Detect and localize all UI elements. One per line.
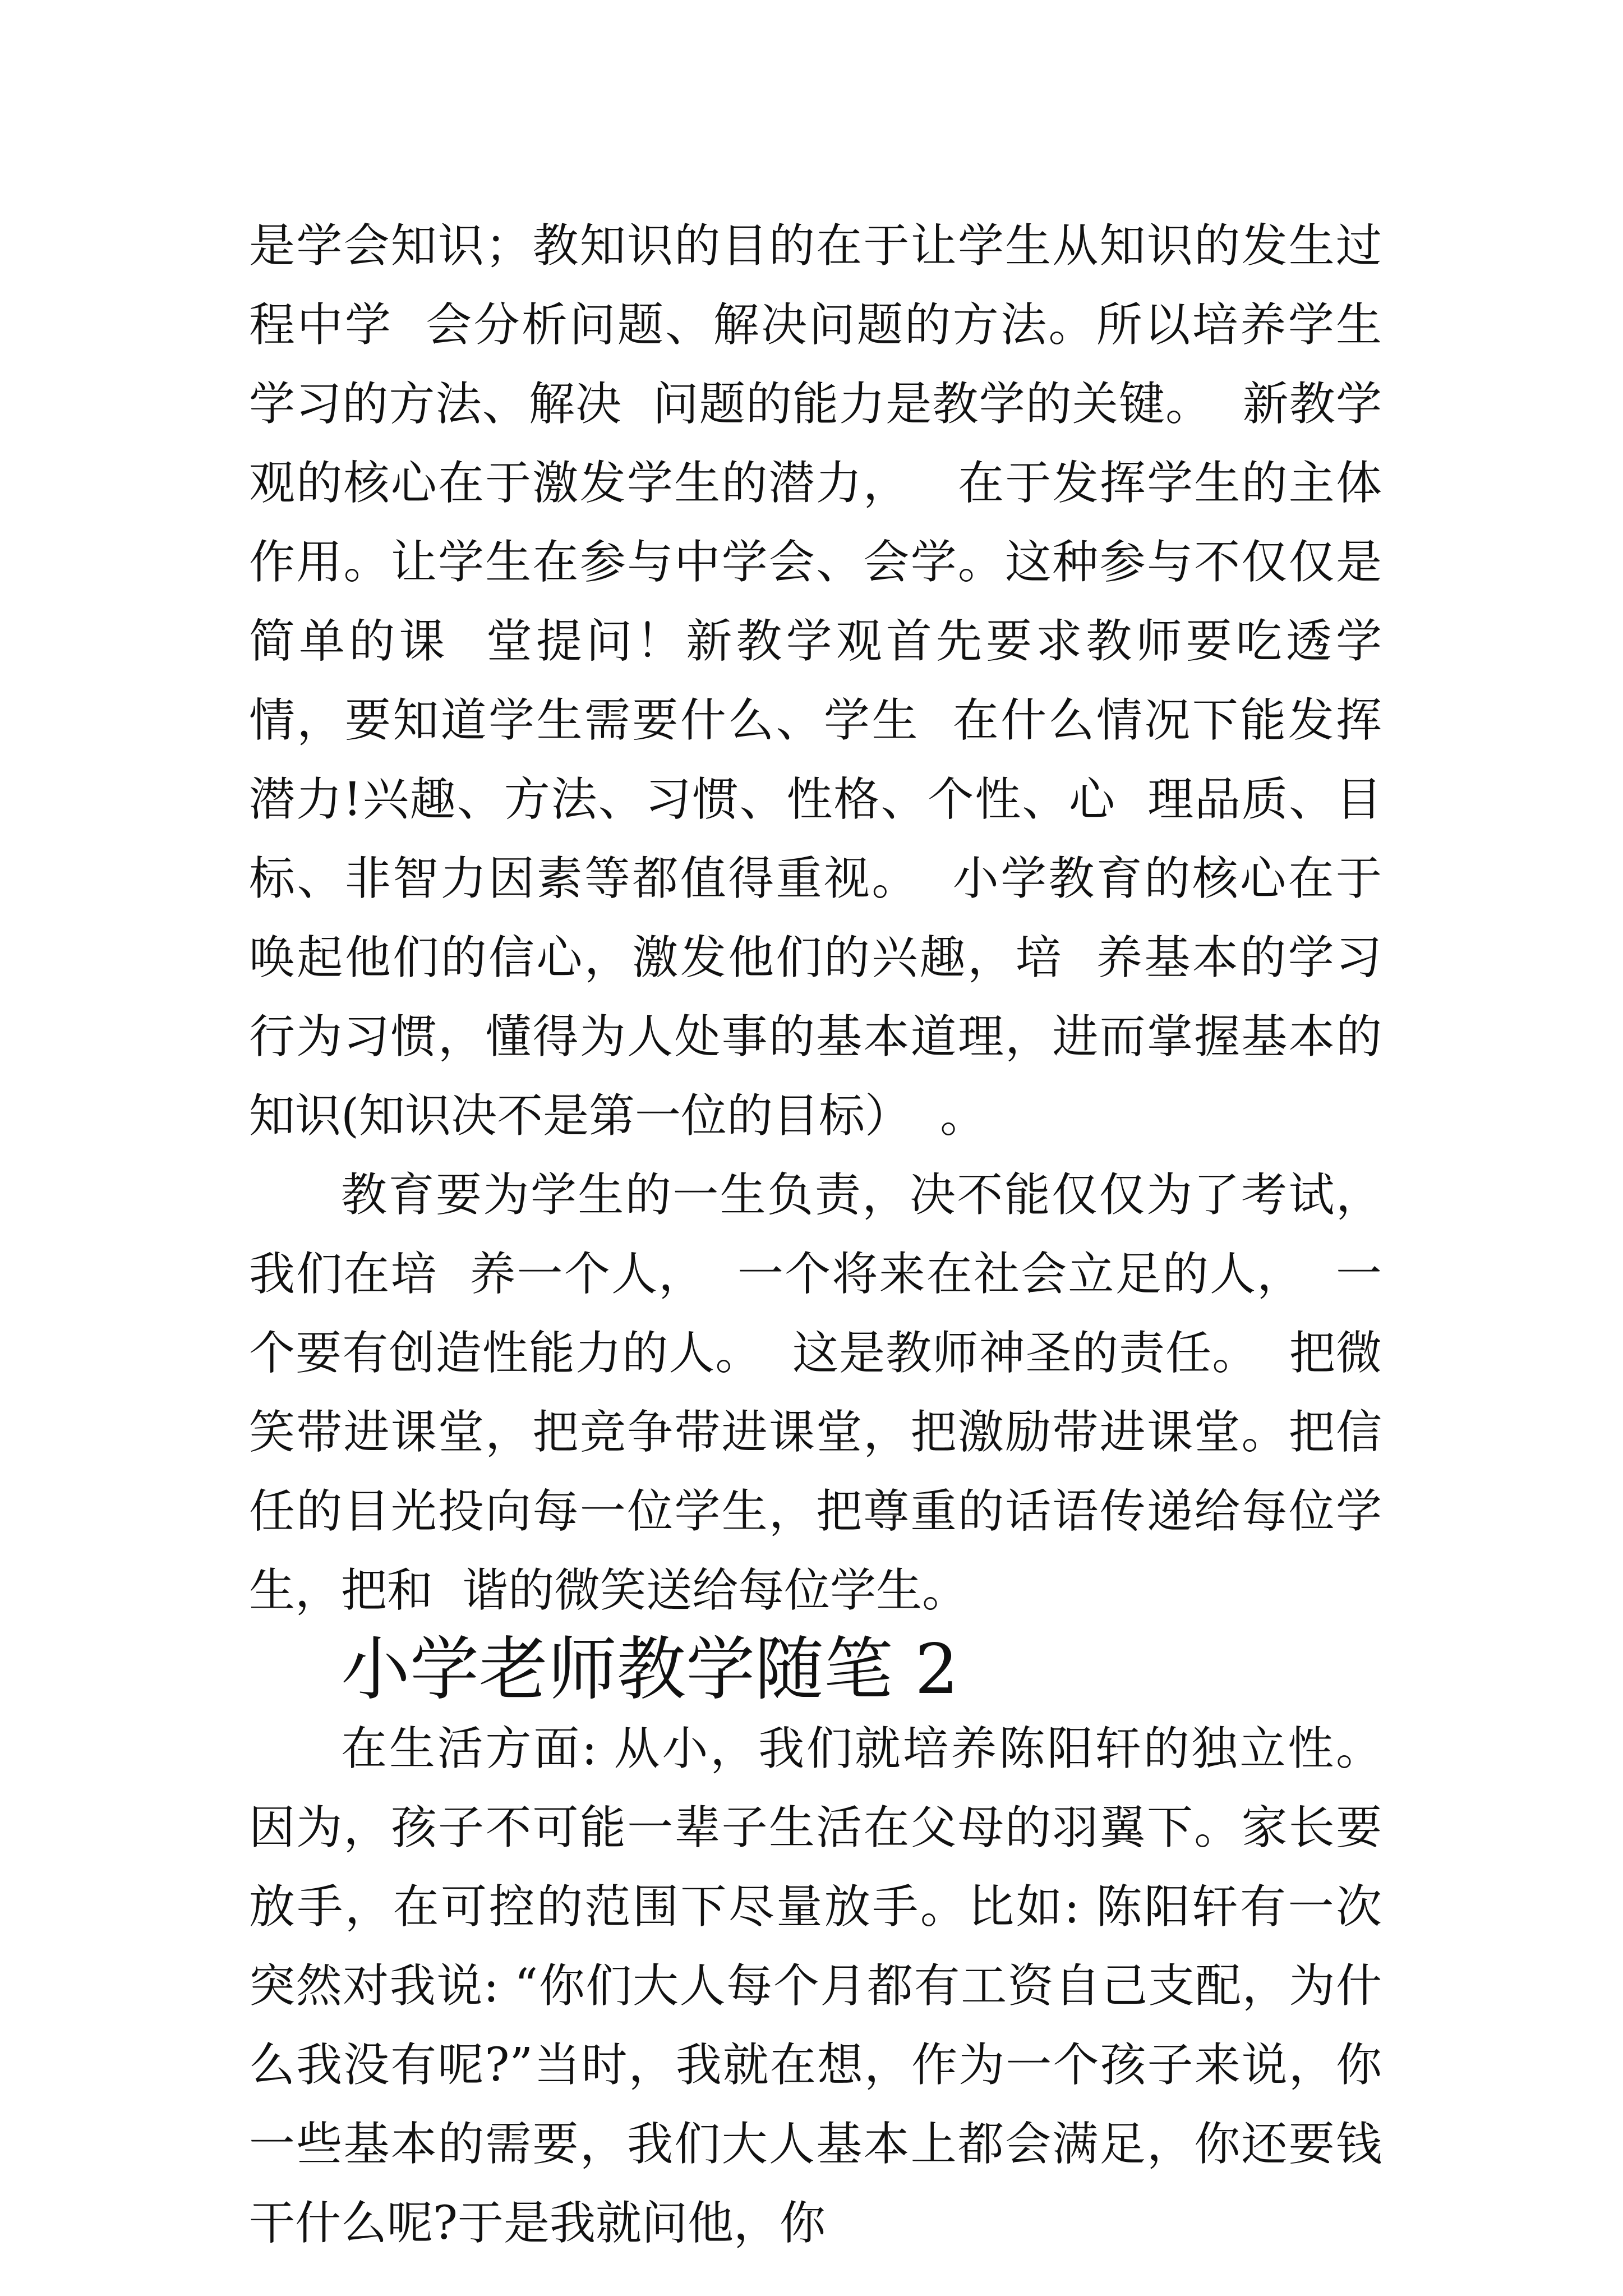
body-paragraph-2: 教育要为学生的一生负责，决不能仅仅为了考试，我们在培 养一个人， 一个将来在社会立足的人， 一个要有创造性能力的人。 这是教师神圣的责任。 把微笑带进课堂，把竞争带进课堂，把激励带进课堂。把信 任的目光投向每一位学生，把尊重的话语传递给每位学生，把和 谐的微笑送给每位学生。 — [249, 1168, 1412, 1617]
section-heading: 小学老师教学随笔 2 — [341, 1630, 959, 1710]
body-paragraph-1: 是学会知识；教知识的目的在于让学生从知识的发生过程中学 会分析问题、解决问题的方法。所以培养学生学习的方法、解决 问题的能力是教学的关键。 新教学观的核心在于激发学生的潜力， 在于发挥学生的主体 作用。让学生在参与中学会、会学。这种参与不仅仅是简单的课 堂提问！新教学观首先要求教师要吃透学情，要知道学生需要什么、学生 在什么情况下能发挥潜力!兴趣、方法、习惯、性格、个性、心 理品质、目标、非智力因素等都值得重视。 小学教育的核心在于唤起他们的信心，激发他们的兴趣，培 养基本的学习行为习惯，懂得为人处事的基本道理，进而掌握基本的知识(知识决不是第一位的目标） 。 — [249, 219, 1412, 1143]
document-body — [249, 206, 1412, 2263]
section-paragraph-1: 在生活方面: 从小，我们就培养陈阳轩的独立性。因为，孩子不可能一辈子生活在父母的羽翼下。家长要放手，在可控的范围下尽量放手。比如: 陈阳轩有一次突然对我说: “你们大人每个月都有工资自己支配，为什么我没有呢?”当时，我就在想，作为一个孩子来说，你一些基本的需要，我们大人基本上都会满足，你还要钱干什么呢?于是我就问他，你 — [249, 1722, 1382, 2250]
